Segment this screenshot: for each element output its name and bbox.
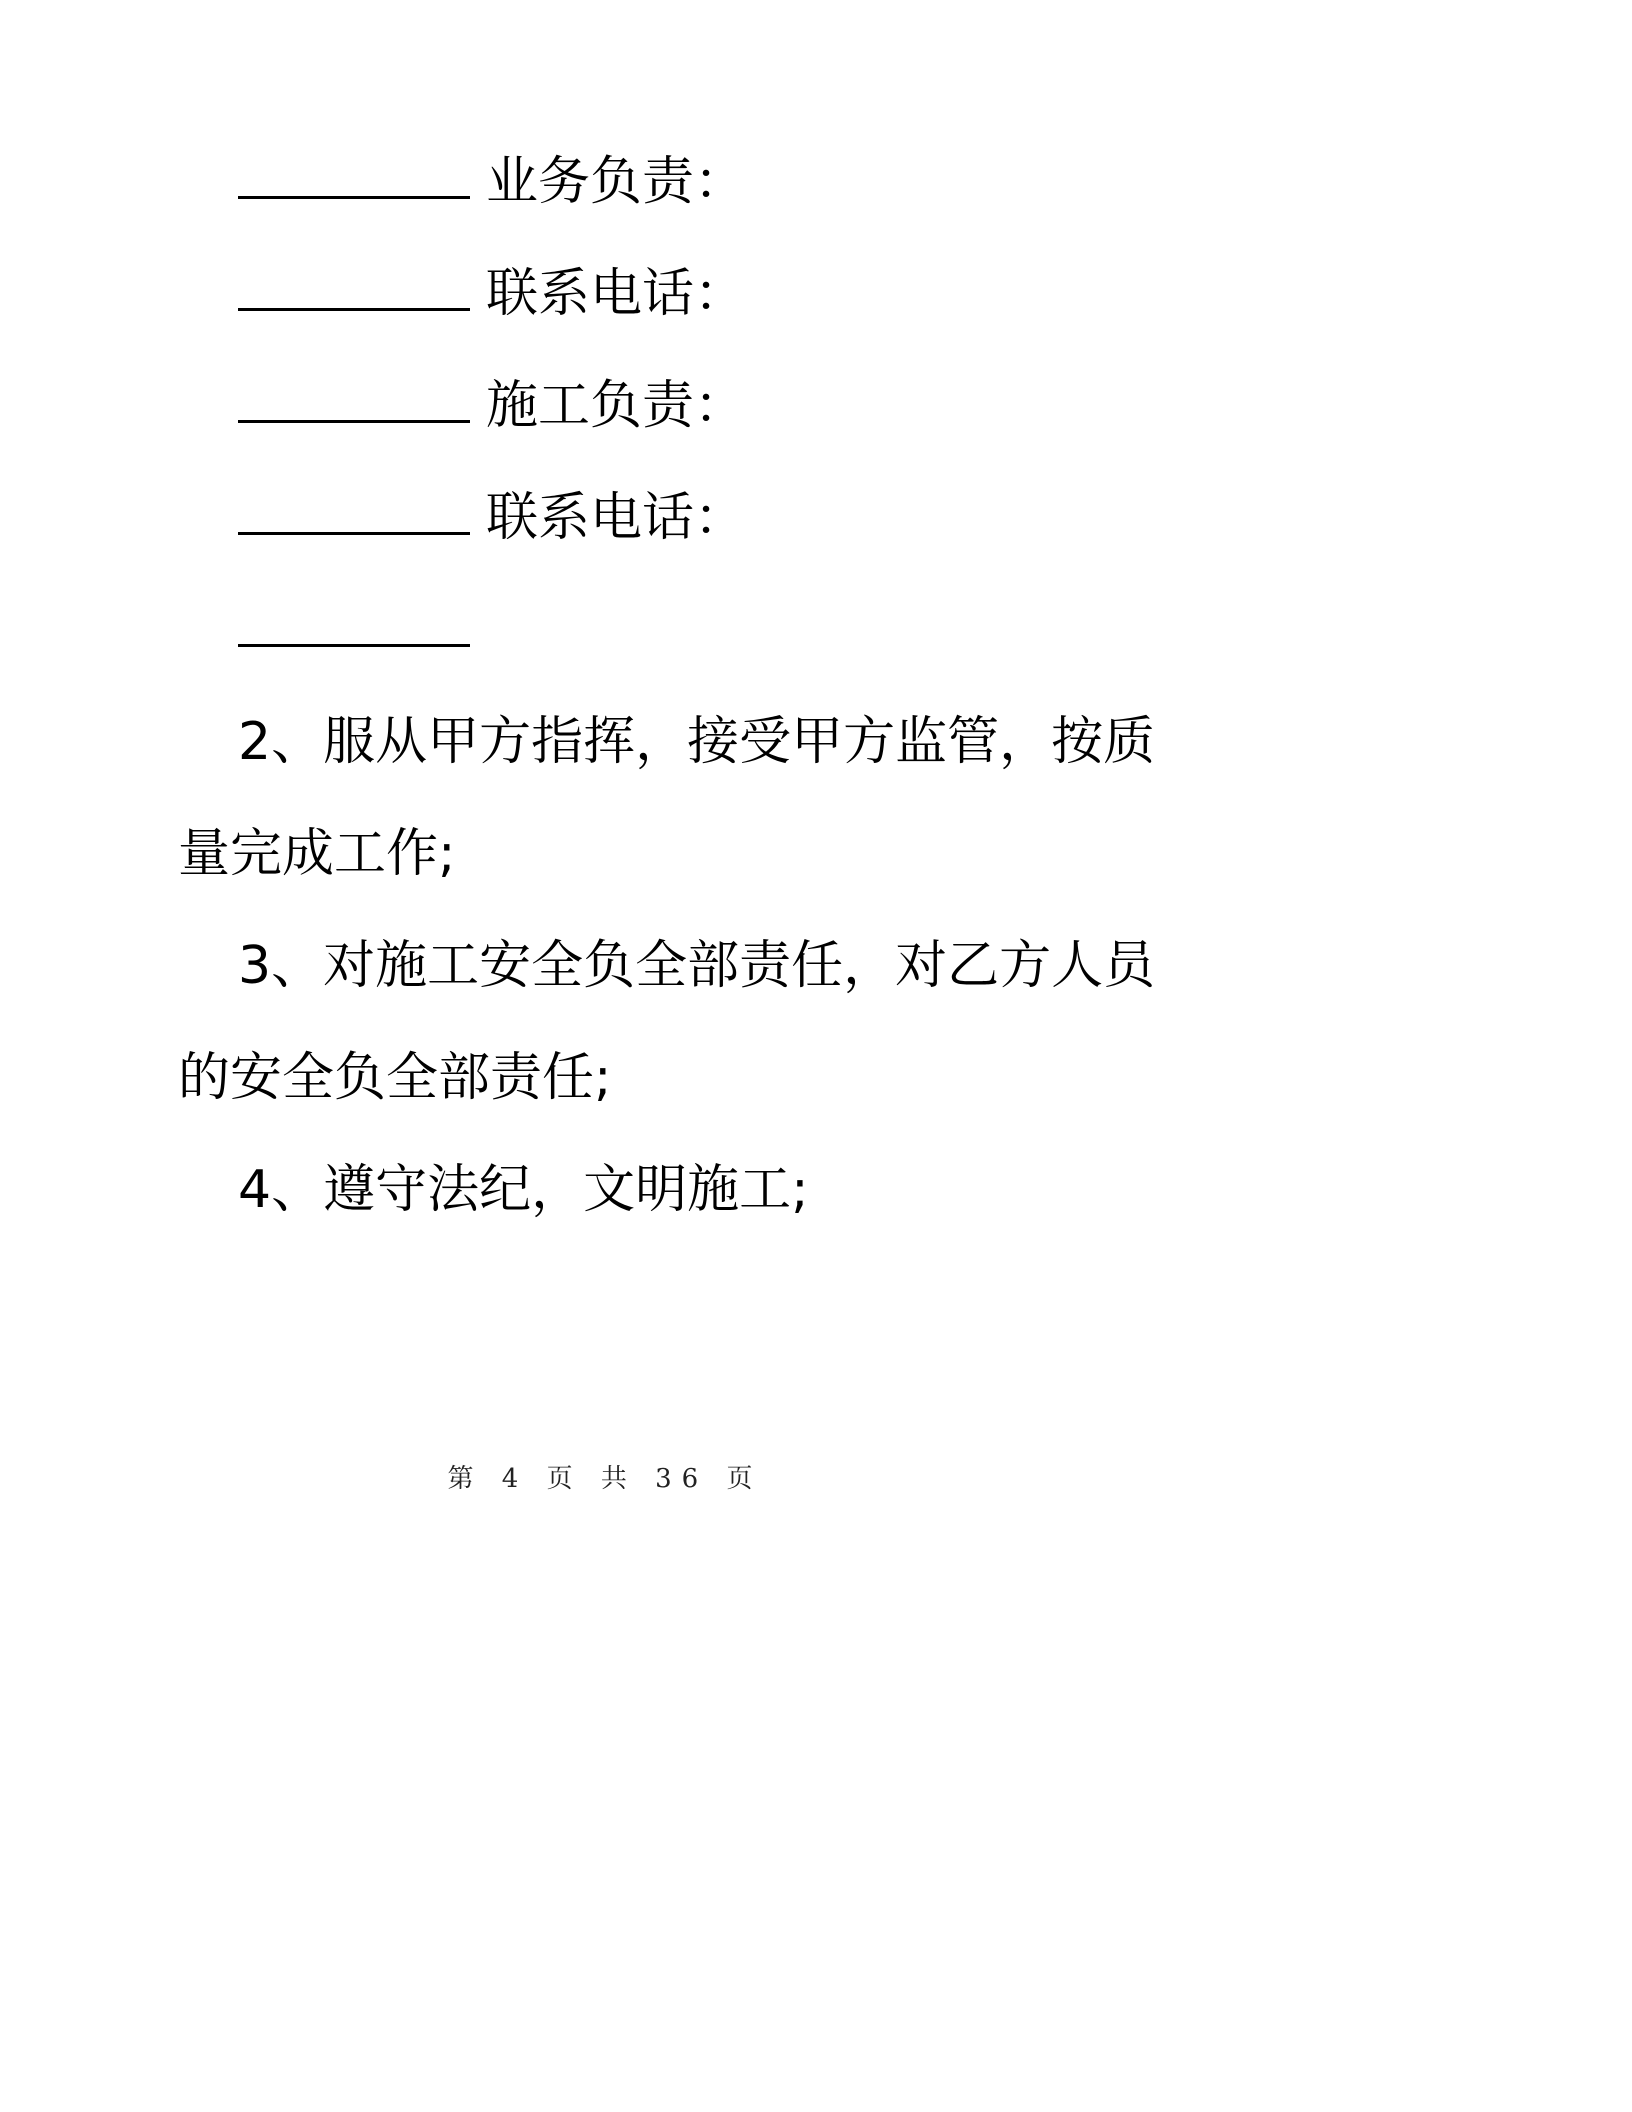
contact-label: 联系电话： xyxy=(486,488,747,548)
contact-line-business-manager xyxy=(238,150,746,214)
fill-in-blank xyxy=(238,378,470,423)
fill-in-blank xyxy=(238,490,470,535)
fill-in-blank xyxy=(238,602,470,647)
contact-line-phone-1 xyxy=(238,262,746,326)
contact-label: 施工负责： xyxy=(486,376,747,436)
contact-label: 业务负责： xyxy=(486,152,747,212)
fill-in-blank xyxy=(238,154,470,199)
clause-3-line-2: 的安全负全部责任; xyxy=(178,1048,612,1108)
clause-3-line-1: 3、对施工安全负全部责任，对乙方人员 xyxy=(238,936,1156,996)
page-number-footer: 第 4 页 共 36 页 xyxy=(447,1464,763,1494)
fill-in-blank xyxy=(238,266,470,311)
contact-line-phone-2 xyxy=(238,486,746,550)
clause-2-line-2: 量完成工作; xyxy=(178,824,456,884)
clause-4-line-1: 4、遵守法纪，文明施工; xyxy=(238,1160,809,1220)
contact-line-blank xyxy=(238,598,486,662)
clause-2-line-1: 2、服从甲方指挥，接受甲方监管，按质 xyxy=(238,712,1156,772)
contact-label: 联系电话： xyxy=(486,264,747,324)
contact-line-construction-manager xyxy=(238,374,746,438)
